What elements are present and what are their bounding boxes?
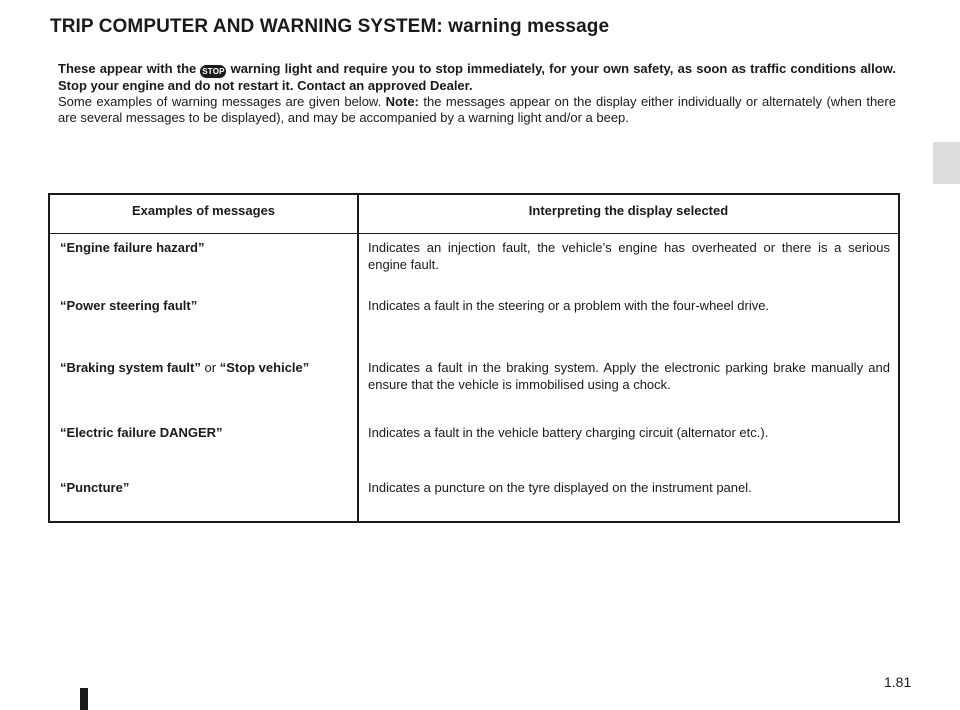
stop-warning-light-icon: STOP xyxy=(202,67,225,76)
warning-messages-table xyxy=(48,193,900,523)
intro-warning-paragraph xyxy=(58,61,896,94)
page-title: TRIP COMPUTER AND WARNING SYSTEM: warning message xyxy=(50,16,610,37)
message-cell: “Power steering fault” xyxy=(60,298,198,313)
description-cell: Indicates a fault in the steering or a problem with the four-wheel drive. xyxy=(368,298,770,313)
message-cell: “Electric failure DANGER” xyxy=(60,425,223,440)
page-number: 1.81 xyxy=(884,674,912,690)
intro-text xyxy=(58,61,896,126)
description-cell: Indicates a fault in the braking system. Apply the electronic parking brake manually and ensure that the vehicle is immobilised using a chock. xyxy=(368,360,890,392)
header-examples: Examples of messages xyxy=(131,203,276,218)
message-connector: or xyxy=(204,360,217,375)
description-cell: Indicates an injection fault, the vehicle’s engine has overheated or there is a serious engine fault. xyxy=(368,240,890,272)
note-label: Note: xyxy=(385,94,419,109)
message-alternate: “Stop vehicle” xyxy=(219,360,310,375)
note-text: the messages appear on the display either individually or alternately (when there are several messages to be displayed), and may be accompanied by a warning light and/or a beep. xyxy=(58,94,896,125)
intro-bold-start: These appear with the xyxy=(58,61,197,76)
description-cell: Indicates a fault in the vehicle battery charging circuit (alternator etc.). xyxy=(368,425,769,440)
section-side-tab xyxy=(933,142,960,184)
column-divider xyxy=(357,195,359,521)
message-cell xyxy=(60,359,355,376)
intro-note-paragraph xyxy=(58,94,896,126)
description-cell: Indicates a puncture on the tyre displayed on the instrument panel. xyxy=(368,480,752,495)
message-cell: “Puncture” xyxy=(60,480,130,495)
page-corner-marker xyxy=(80,688,88,710)
message-primary: “Braking system fault” xyxy=(60,360,201,375)
intro-normal-text: Some examples of warning messages are given below. xyxy=(58,94,382,109)
header-divider xyxy=(50,233,898,234)
message-cell: “Engine failure hazard” xyxy=(60,240,205,255)
intro-bold-end: warning light and require you to stop immediately, for your own safety, as soon as traffic conditions allow. Stop your engine and do not restart it. Contact an approved Dealer. xyxy=(58,61,896,93)
header-interpreting: Interpreting the display selected xyxy=(528,203,729,218)
